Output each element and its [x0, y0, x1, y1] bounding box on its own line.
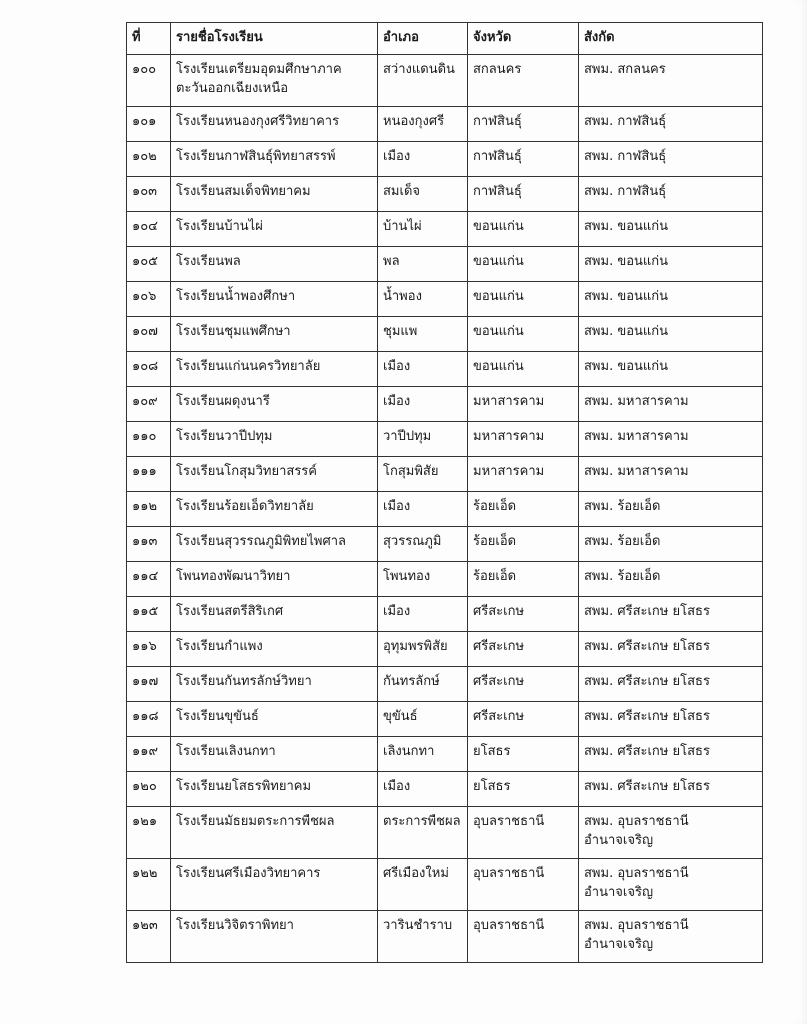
- district-text: ศรีเมืองใหม่: [383, 866, 449, 881]
- school-name-cell: [171, 772, 378, 807]
- affiliation-cell: [579, 527, 763, 562]
- school-name-cell: [171, 142, 378, 177]
- province-text: ศรีสะเกษ: [473, 639, 525, 654]
- province-text: ขอนแก่น: [473, 254, 524, 269]
- affiliation-cell: [579, 212, 763, 247]
- affiliation-text: สพม. กาฬสินธุ์: [584, 184, 667, 199]
- row-number-text: ๑๒๐: [132, 779, 157, 794]
- row-number-text: ๑๑๑: [132, 464, 157, 479]
- province-cell: [468, 282, 579, 317]
- school-name-cell: [171, 457, 378, 492]
- row-number-text: ๑๐๒: [132, 149, 157, 164]
- row-number-cell: [127, 387, 171, 422]
- school-name-cell: [171, 282, 378, 317]
- school-name-cell: [171, 859, 378, 911]
- row-number-cell: [127, 737, 171, 772]
- school-name-text: โรงเรียนขุขันธ์: [176, 709, 259, 724]
- row-number-text: ๑๐๑: [132, 114, 157, 129]
- province-cell: [468, 317, 579, 352]
- affiliation-cell: [579, 422, 763, 457]
- province-cell: [468, 422, 579, 457]
- affiliation-cell: [579, 667, 763, 702]
- district-text: ตระการพืชผล: [383, 814, 461, 829]
- district-cell: [378, 911, 468, 963]
- affiliation-text: สพม. ศรีสะเกษ ยโสธร: [584, 779, 710, 794]
- table-row: [127, 422, 763, 457]
- district-cell: [378, 702, 468, 737]
- affiliation-text-line2: อำนาจเจริญ: [584, 937, 654, 952]
- school-name-text: โพนทองพัฒนาวิทยา: [176, 569, 291, 584]
- affiliation-text: สพม. ศรีสะเกษ ยโสธร: [584, 604, 710, 619]
- row-number-text: ๑๐๔: [132, 219, 159, 234]
- affiliation-text: สพม. กาฬสินธุ์: [584, 149, 667, 164]
- affiliation-text: สพม. มหาสารคาม: [584, 429, 689, 444]
- school-name-text: โรงเรียนมัธยมตระการพืชผล: [176, 814, 335, 829]
- district-cell: [378, 177, 468, 212]
- row-number-text: ๑๑๖: [132, 639, 157, 654]
- affiliation-text-line2: อำนาจเจริญ: [584, 885, 654, 900]
- district-cell: [378, 317, 468, 352]
- school-name-cell: [171, 55, 378, 107]
- school-name-text: โรงเรียนเลิงนกทา: [176, 744, 276, 759]
- district-text: พล: [383, 254, 400, 269]
- table-row: [127, 562, 763, 597]
- province-cell: [468, 737, 579, 772]
- table-row: [127, 702, 763, 737]
- province-text: อุบลราชธานี: [473, 918, 545, 933]
- province-cell: [468, 55, 579, 107]
- district-cell: [378, 859, 468, 911]
- school-name-text: โรงเรียนกำแพง: [176, 639, 263, 654]
- affiliation-text: สพม. มหาสารคาม: [584, 394, 689, 409]
- affiliation-cell: [579, 632, 763, 667]
- province-text: กาฬสินธุ์: [473, 184, 522, 199]
- province-cell: [468, 352, 579, 387]
- row-number-text: ๑๐๙: [132, 394, 158, 409]
- affiliation-text: สพม. ขอนแก่น: [584, 289, 669, 304]
- district-cell: [378, 282, 468, 317]
- row-number-text: ๑๑๒: [132, 499, 158, 514]
- school-name-text: โรงเรียนยโสธรพิทยาคม: [176, 779, 312, 794]
- school-name-text: โรงเรียนวิจิตราพิทยา: [176, 918, 294, 933]
- school-name-cell: [171, 212, 378, 247]
- district-cell: [378, 352, 468, 387]
- affiliation-text: สพม. มหาสารคาม: [584, 464, 689, 479]
- table-row: [127, 457, 763, 492]
- district-text: น้ำพอง: [383, 289, 422, 304]
- district-text: กันทรลักษ์: [383, 674, 440, 689]
- district-cell: [378, 772, 468, 807]
- district-text: โพนทอง: [383, 569, 431, 584]
- school-name-text: โรงเรียนโกสุมวิทยาสรรค์: [176, 464, 317, 479]
- affiliation-cell: [579, 702, 763, 737]
- table-row: [127, 247, 763, 282]
- row-number-cell: [127, 177, 171, 212]
- affiliation-text: สพม. ศรีสะเกษ ยโสธร: [584, 674, 710, 689]
- school-name-text: โรงเรียนชุมแพศึกษา: [176, 324, 291, 339]
- row-number-text: ๑๐๗: [132, 324, 158, 339]
- row-number-text: ๑๒๑: [132, 814, 158, 829]
- province-cell: [468, 527, 579, 562]
- province-cell: [468, 859, 579, 911]
- table-row: [127, 737, 763, 772]
- district-text: เมือง: [383, 359, 411, 374]
- province-text: มหาสารคาม: [473, 464, 545, 479]
- affiliation-cell: [579, 492, 763, 527]
- affiliation-cell: [579, 352, 763, 387]
- row-number-cell: [127, 142, 171, 177]
- province-text: กาฬสินธุ์: [473, 149, 522, 164]
- district-text: เลิงนกทา: [383, 744, 435, 759]
- affiliation-cell: [579, 597, 763, 632]
- affiliation-text: สพม. ศรีสะเกษ ยโสธร: [584, 709, 710, 724]
- province-text: ยโสธร: [473, 744, 511, 759]
- row-number-text: ๑๐๕: [132, 254, 159, 269]
- district-text: สมเด็จ: [383, 184, 421, 199]
- school-list-table: [126, 22, 763, 963]
- row-number-text: ๑๐๘: [132, 359, 159, 374]
- table-row: [127, 107, 763, 142]
- district-text: วาปีปทุม: [383, 429, 432, 444]
- affiliation-cell: [579, 387, 763, 422]
- district-cell: [378, 562, 468, 597]
- affiliation-cell: [579, 807, 763, 859]
- school-name-cell: [171, 597, 378, 632]
- affiliation-text-line2: อำนาจเจริญ: [584, 833, 654, 848]
- province-cell: [468, 702, 579, 737]
- district-cell: [378, 107, 468, 142]
- province-cell: [468, 142, 579, 177]
- province-text: ศรีสะเกษ: [473, 709, 525, 724]
- table-row: [127, 142, 763, 177]
- affiliation-cell: [579, 55, 763, 107]
- province-cell: [468, 772, 579, 807]
- school-name-cell: [171, 177, 378, 212]
- district-cell: [378, 597, 468, 632]
- row-number-cell: [127, 667, 171, 702]
- affiliation-text: สพม. ขอนแก่น: [584, 219, 669, 234]
- school-name-cell: [171, 352, 378, 387]
- school-name-text: โรงเรียนน้ำพองศึกษา: [176, 289, 296, 304]
- row-number-cell: [127, 352, 171, 387]
- row-number-cell: [127, 247, 171, 282]
- province-text: ขอนแก่น: [473, 359, 524, 374]
- affiliation-cell: [579, 562, 763, 597]
- row-number-cell: [127, 492, 171, 527]
- table-row: [127, 212, 763, 247]
- district-text: ชุมแพ: [383, 324, 418, 339]
- school-name-cell: [171, 317, 378, 352]
- province-cell: [468, 667, 579, 702]
- school-name-cell: [171, 562, 378, 597]
- affiliation-text: สพม. กาฬสินธุ์: [584, 114, 667, 129]
- row-number-text: ๑๑๙: [132, 744, 159, 759]
- affiliation-cell: [579, 317, 763, 352]
- school-name-text: โรงเรียนผดุงนารี: [176, 394, 270, 409]
- district-cell: [378, 667, 468, 702]
- affiliation-text: สพม. ขอนแก่น: [584, 254, 669, 269]
- school-name-cell: [171, 911, 378, 963]
- row-number-text: ๑๑๕: [132, 604, 159, 619]
- school-name-cell: [171, 422, 378, 457]
- affiliation-cell: [579, 247, 763, 282]
- row-number-text: ๑๑๗: [132, 674, 159, 689]
- school-name-text: โรงเรียนเตรียมอุดมศึกษาภาค: [176, 62, 342, 77]
- row-number-cell: [127, 317, 171, 352]
- school-name-text-line2: ตะวันออกเฉียงเหนือ: [176, 81, 289, 96]
- row-number-cell: [127, 597, 171, 632]
- affiliation-cell: [579, 737, 763, 772]
- school-name-cell: [171, 107, 378, 142]
- school-name-cell: [171, 632, 378, 667]
- province-cell: [468, 177, 579, 212]
- school-name-text: โรงเรียนวาปีปทุม: [176, 429, 273, 444]
- affiliation-cell: [579, 107, 763, 142]
- school-name-text: โรงเรียนหนองกุงศรีวิทยาคาร: [176, 114, 340, 129]
- affiliation-cell: [579, 859, 763, 911]
- school-name-cell: [171, 387, 378, 422]
- row-number-cell: [127, 807, 171, 859]
- province-text: มหาสารคาม: [473, 429, 545, 444]
- district-cell: [378, 387, 468, 422]
- school-name-text: โรงเรียนกันทรลักษ์วิทยา: [176, 674, 312, 689]
- district-cell: [378, 737, 468, 772]
- school-name-cell: [171, 807, 378, 859]
- province-text: อุบลราชธานี: [473, 866, 545, 881]
- row-number-cell: [127, 632, 171, 667]
- province-cell: [468, 597, 579, 632]
- province-cell: [468, 807, 579, 859]
- table-row: [127, 352, 763, 387]
- header-affiliation: สังกัด: [579, 23, 763, 55]
- row-number-cell: [127, 282, 171, 317]
- row-number-text: ๑๑๘: [132, 709, 159, 724]
- district-cell: [378, 247, 468, 282]
- school-name-text: โรงเรียนร้อยเอ็ดวิทยาลัย: [176, 499, 314, 514]
- row-number-text: ๑๐๓: [132, 184, 158, 199]
- district-text: เมือง: [383, 499, 411, 514]
- district-text: สว่างแดนดิน: [383, 62, 455, 77]
- school-name-cell: [171, 527, 378, 562]
- table-row: [127, 387, 763, 422]
- row-number-cell: [127, 107, 171, 142]
- province-text: กาฬสินธุ์: [473, 114, 522, 129]
- school-name-text: โรงเรียนสุวรรณภูมิพิทยไพศาล: [176, 534, 347, 549]
- province-cell: [468, 632, 579, 667]
- province-cell: [468, 107, 579, 142]
- table-body: [127, 55, 763, 963]
- table-row: [127, 772, 763, 807]
- table-row: [127, 911, 763, 963]
- affiliation-cell: [579, 177, 763, 212]
- row-number-text: ๑๒๓: [132, 918, 158, 933]
- district-cell: [378, 807, 468, 859]
- affiliation-text: สพม. อุบลราชธานี: [584, 918, 689, 933]
- province-cell: [468, 492, 579, 527]
- affiliation-text: สพม. ขอนแก่น: [584, 324, 669, 339]
- province-text: ศรีสะเกษ: [473, 604, 525, 619]
- district-text: เมือง: [383, 394, 411, 409]
- table-row: [127, 177, 763, 212]
- school-name-text: โรงเรียนกาฬสินธุ์พิทยาสรรพ์: [176, 149, 336, 164]
- header-district: อำเภอ: [378, 23, 468, 55]
- table-row: [127, 859, 763, 911]
- province-text: ขอนแก่น: [473, 219, 524, 234]
- province-text: ร้อยเอ็ด: [473, 534, 517, 549]
- district-text: ขุขันธ์: [383, 709, 418, 724]
- row-number-cell: [127, 911, 171, 963]
- province-text: มหาสารคาม: [473, 394, 545, 409]
- table-row: [127, 597, 763, 632]
- district-cell: [378, 457, 468, 492]
- district-text: เมือง: [383, 604, 411, 619]
- affiliation-text: สพม. ร้อยเอ็ด: [584, 499, 661, 514]
- table-row: [127, 55, 763, 107]
- province-text: ร้อยเอ็ด: [473, 499, 517, 514]
- row-number-cell: [127, 859, 171, 911]
- district-text: หนองกุงศรี: [383, 114, 445, 129]
- affiliation-cell: [579, 142, 763, 177]
- school-name-text: โรงเรียนบ้านไผ่: [176, 219, 263, 234]
- province-cell: [468, 247, 579, 282]
- province-text: ศรีสะเกษ: [473, 674, 525, 689]
- table-row: [127, 632, 763, 667]
- affiliation-text: สพม. ร้อยเอ็ด: [584, 569, 661, 584]
- row-number-cell: [127, 772, 171, 807]
- header-province: จังหวัด: [468, 23, 579, 55]
- district-text: เมือง: [383, 779, 411, 794]
- affiliation-text: สพม. สกลนคร: [584, 62, 666, 77]
- district-text: วารินชำราบ: [383, 918, 453, 933]
- affiliation-text: สพม. อุบลราชธานี: [584, 814, 689, 829]
- province-text: อุบลราชธานี: [473, 814, 545, 829]
- table-row: [127, 492, 763, 527]
- table-header-row: [127, 23, 763, 55]
- district-text: อุทุมพรพิสัย: [383, 639, 448, 654]
- school-name-text: โรงเรียนแก่นนครวิทยาลัย: [176, 359, 321, 374]
- school-name-cell: [171, 737, 378, 772]
- district-cell: [378, 55, 468, 107]
- row-number-cell: [127, 562, 171, 597]
- district-text: โกสุมพิสัย: [383, 464, 439, 479]
- row-number-cell: [127, 422, 171, 457]
- table-row: [127, 667, 763, 702]
- district-cell: [378, 632, 468, 667]
- affiliation-cell: [579, 457, 763, 492]
- affiliation-cell: [579, 911, 763, 963]
- province-cell: [468, 212, 579, 247]
- header-school-name: รายชื่อโรงเรียน: [171, 23, 378, 55]
- row-number-cell: [127, 702, 171, 737]
- affiliation-text: สพม. ศรีสะเกษ ยโสธร: [584, 744, 710, 759]
- affiliation-cell: [579, 282, 763, 317]
- row-number-text: ๑๑๔: [132, 569, 159, 584]
- district-text: เมือง: [383, 149, 411, 164]
- school-name-text: โรงเรียนสตรีสิริเกศ: [176, 604, 284, 619]
- row-number-text: ๑๐๖: [132, 289, 157, 304]
- province-text: ยโสธร: [473, 779, 511, 794]
- row-number-cell: [127, 527, 171, 562]
- row-number-text: ๑๑๐: [132, 429, 157, 444]
- district-cell: [378, 492, 468, 527]
- school-name-text: โรงเรียนสมเด็จพิทยาคม: [176, 184, 311, 199]
- table-row: [127, 527, 763, 562]
- province-cell: [468, 387, 579, 422]
- province-cell: [468, 562, 579, 597]
- table-row: [127, 807, 763, 859]
- school-name-cell: [171, 247, 378, 282]
- header-number: ที่: [127, 23, 171, 55]
- province-text: ขอนแก่น: [473, 289, 524, 304]
- province-cell: [468, 911, 579, 963]
- school-name-cell: [171, 492, 378, 527]
- district-cell: [378, 422, 468, 457]
- district-cell: [378, 527, 468, 562]
- affiliation-cell: [579, 772, 763, 807]
- school-name-text: โรงเรียนศรีเมืองวิทยาคาร: [176, 866, 321, 881]
- district-cell: [378, 142, 468, 177]
- school-name-text: โรงเรียนพล: [176, 254, 241, 269]
- province-text: ร้อยเอ็ด: [473, 569, 517, 584]
- district-text: บ้านไผ่: [383, 219, 422, 234]
- affiliation-text: สพม. ศรีสะเกษ ยโสธร: [584, 639, 710, 654]
- school-name-cell: [171, 667, 378, 702]
- row-number-text: ๑๐๐: [132, 62, 157, 77]
- affiliation-text: สพม. อุบลราชธานี: [584, 866, 689, 881]
- province-cell: [468, 457, 579, 492]
- district-text: สุวรรณภูมิ: [383, 534, 442, 549]
- affiliation-text: สพม. ขอนแก่น: [584, 359, 669, 374]
- school-name-cell: [171, 702, 378, 737]
- province-text: ขอนแก่น: [473, 324, 524, 339]
- district-cell: [378, 212, 468, 247]
- province-text: สกลนคร: [473, 62, 522, 77]
- table-row: [127, 282, 763, 317]
- row-number-text: ๑๑๓: [132, 534, 158, 549]
- row-number-cell: [127, 457, 171, 492]
- row-number-cell: [127, 212, 171, 247]
- affiliation-text: สพม. ร้อยเอ็ด: [584, 534, 661, 549]
- row-number-text: ๑๒๒: [132, 866, 158, 881]
- row-number-cell: [127, 55, 171, 107]
- table-row: [127, 317, 763, 352]
